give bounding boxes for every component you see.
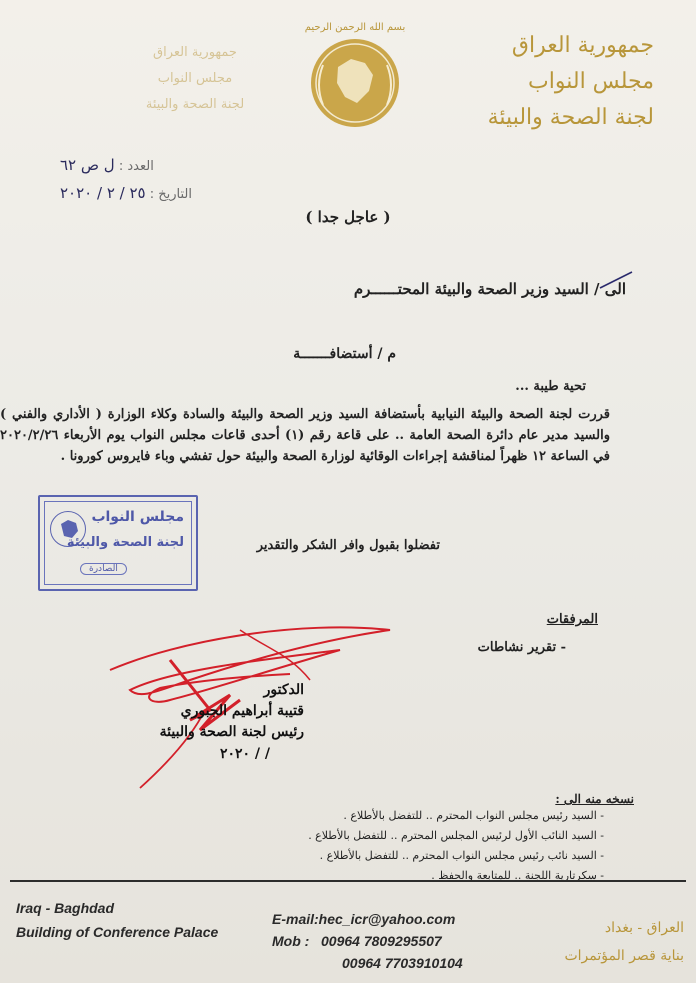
addressee: الى / السيد وزير الصحة والبيئة المحتــــــرم [353,280,626,298]
closing-line: تفضلوا بقبول وافر الشكر والتقدير [256,538,440,553]
ref-number-label: العدد [127,159,154,174]
stamp-line-2: لجنة الصحة والبيئة [66,535,184,550]
signature-date: / / ٢٠٢٠ [219,746,270,762]
signature-name: قتيبة أبراهيم الجبوري [180,703,304,719]
footer-mob-2: 00964 7703910104 [342,955,463,971]
left-parliament: مجلس النواب [157,71,233,86]
footer-mob-label: Mob : [272,933,310,949]
emblem-seal-icon [305,35,405,131]
footer-building-ar: بناية قصر المؤتمرات [564,948,684,964]
copy-item: - السيد رئيس مجلس النواب المحترم .. للتفضل بالأطلاع . [308,806,604,826]
footer-contacts [272,908,463,974]
greeting: تحية طيبة ... [515,379,586,394]
footer-divider [10,880,686,882]
attachments-heading: المرفقات [546,612,598,627]
copy-item: - السيد النائب الأول لرئيس المجلس المحترم .. للتفضل بالأطلاع . [308,826,604,846]
basmala-text: بسم الله الرحمن الرحيم [304,22,406,33]
footer-address-ar [564,914,684,970]
footer-email: E-mail:hec_icr@yahoo.com [272,911,456,927]
ref-date-value: ٢٥ / ٢ / ٢٠٢٠ [60,184,146,202]
attachment-item-text: تقرير نشاطات [477,640,557,655]
footer-city: Iraq - Baghdad [16,900,115,916]
ref-date-label: التاريخ [158,187,193,202]
copies-heading: نسخه منه الى : [555,792,634,806]
footer-address-en [16,896,218,944]
subject-line: م / أستضافـــــــة [293,346,396,362]
footer-mob-1: 00964 7809295507 [321,933,442,949]
footer-city-ar: العراق - بغداد [604,920,684,936]
signature-title: الدكتور [263,682,304,698]
copies-list [308,806,604,886]
letterhead-committee: لجنة الصحة والبيئة [487,105,654,130]
letterhead-parliament: مجلس النواب [528,69,654,94]
copy-item: - السيد نائب رئيس مجلس النواب المحترم .. للتفضل بالأطلاع . [308,846,604,866]
attachment-item: - تقرير نشاطات [477,640,566,655]
committee-stamp [38,495,198,591]
letterhead-republic: جمهورية العراق [511,33,654,58]
reference-block: العدد : ل ص ٦٢ التاريخ : ٢٥ / ٢ / ٢٠٢٠ [60,156,193,202]
ref-number-value: ل ص ٦٢ [60,156,115,174]
left-republic: جمهورية العراق [153,45,237,60]
letterhead-right [454,28,654,136]
urgent-label: ( عاجل جدا ) [305,208,391,226]
signature-position: رئيس لجنة الصحة والبيئة [159,724,304,740]
letter-body: قررت لجنة الصحة والبيئة النيابية بأستضافة السيد وزير الصحة والبيئة والسادة وكلاء الوزارة ( الأداري والفني ) والسيد مدير عام دائرة الصحة العامة .. على قاعة رقم (١) أحدى قاعات مجلس النواب يوم الأربعاء ٢٠٢٠/٢/٢٦ في الساعة ١٢ ظهراً لمناقشة إجراءات الوقائية لوزارة الصحة والبيئة حول تفشي وباء فايروس كورونا . [0,407,610,464]
letterhead-left [100,40,290,118]
copy-item: - سكرتارية اللجنة .. للمتابعة والحفظ . [308,866,604,886]
footer-building: Building of Conference Palace [16,924,219,940]
stamp-line-1: مجلس النواب [91,509,184,525]
stamp-line-3: الصادرة [80,563,127,575]
left-committee: لجنة الصحة والبيئة [145,97,245,112]
iraq-emblem [300,22,410,135]
